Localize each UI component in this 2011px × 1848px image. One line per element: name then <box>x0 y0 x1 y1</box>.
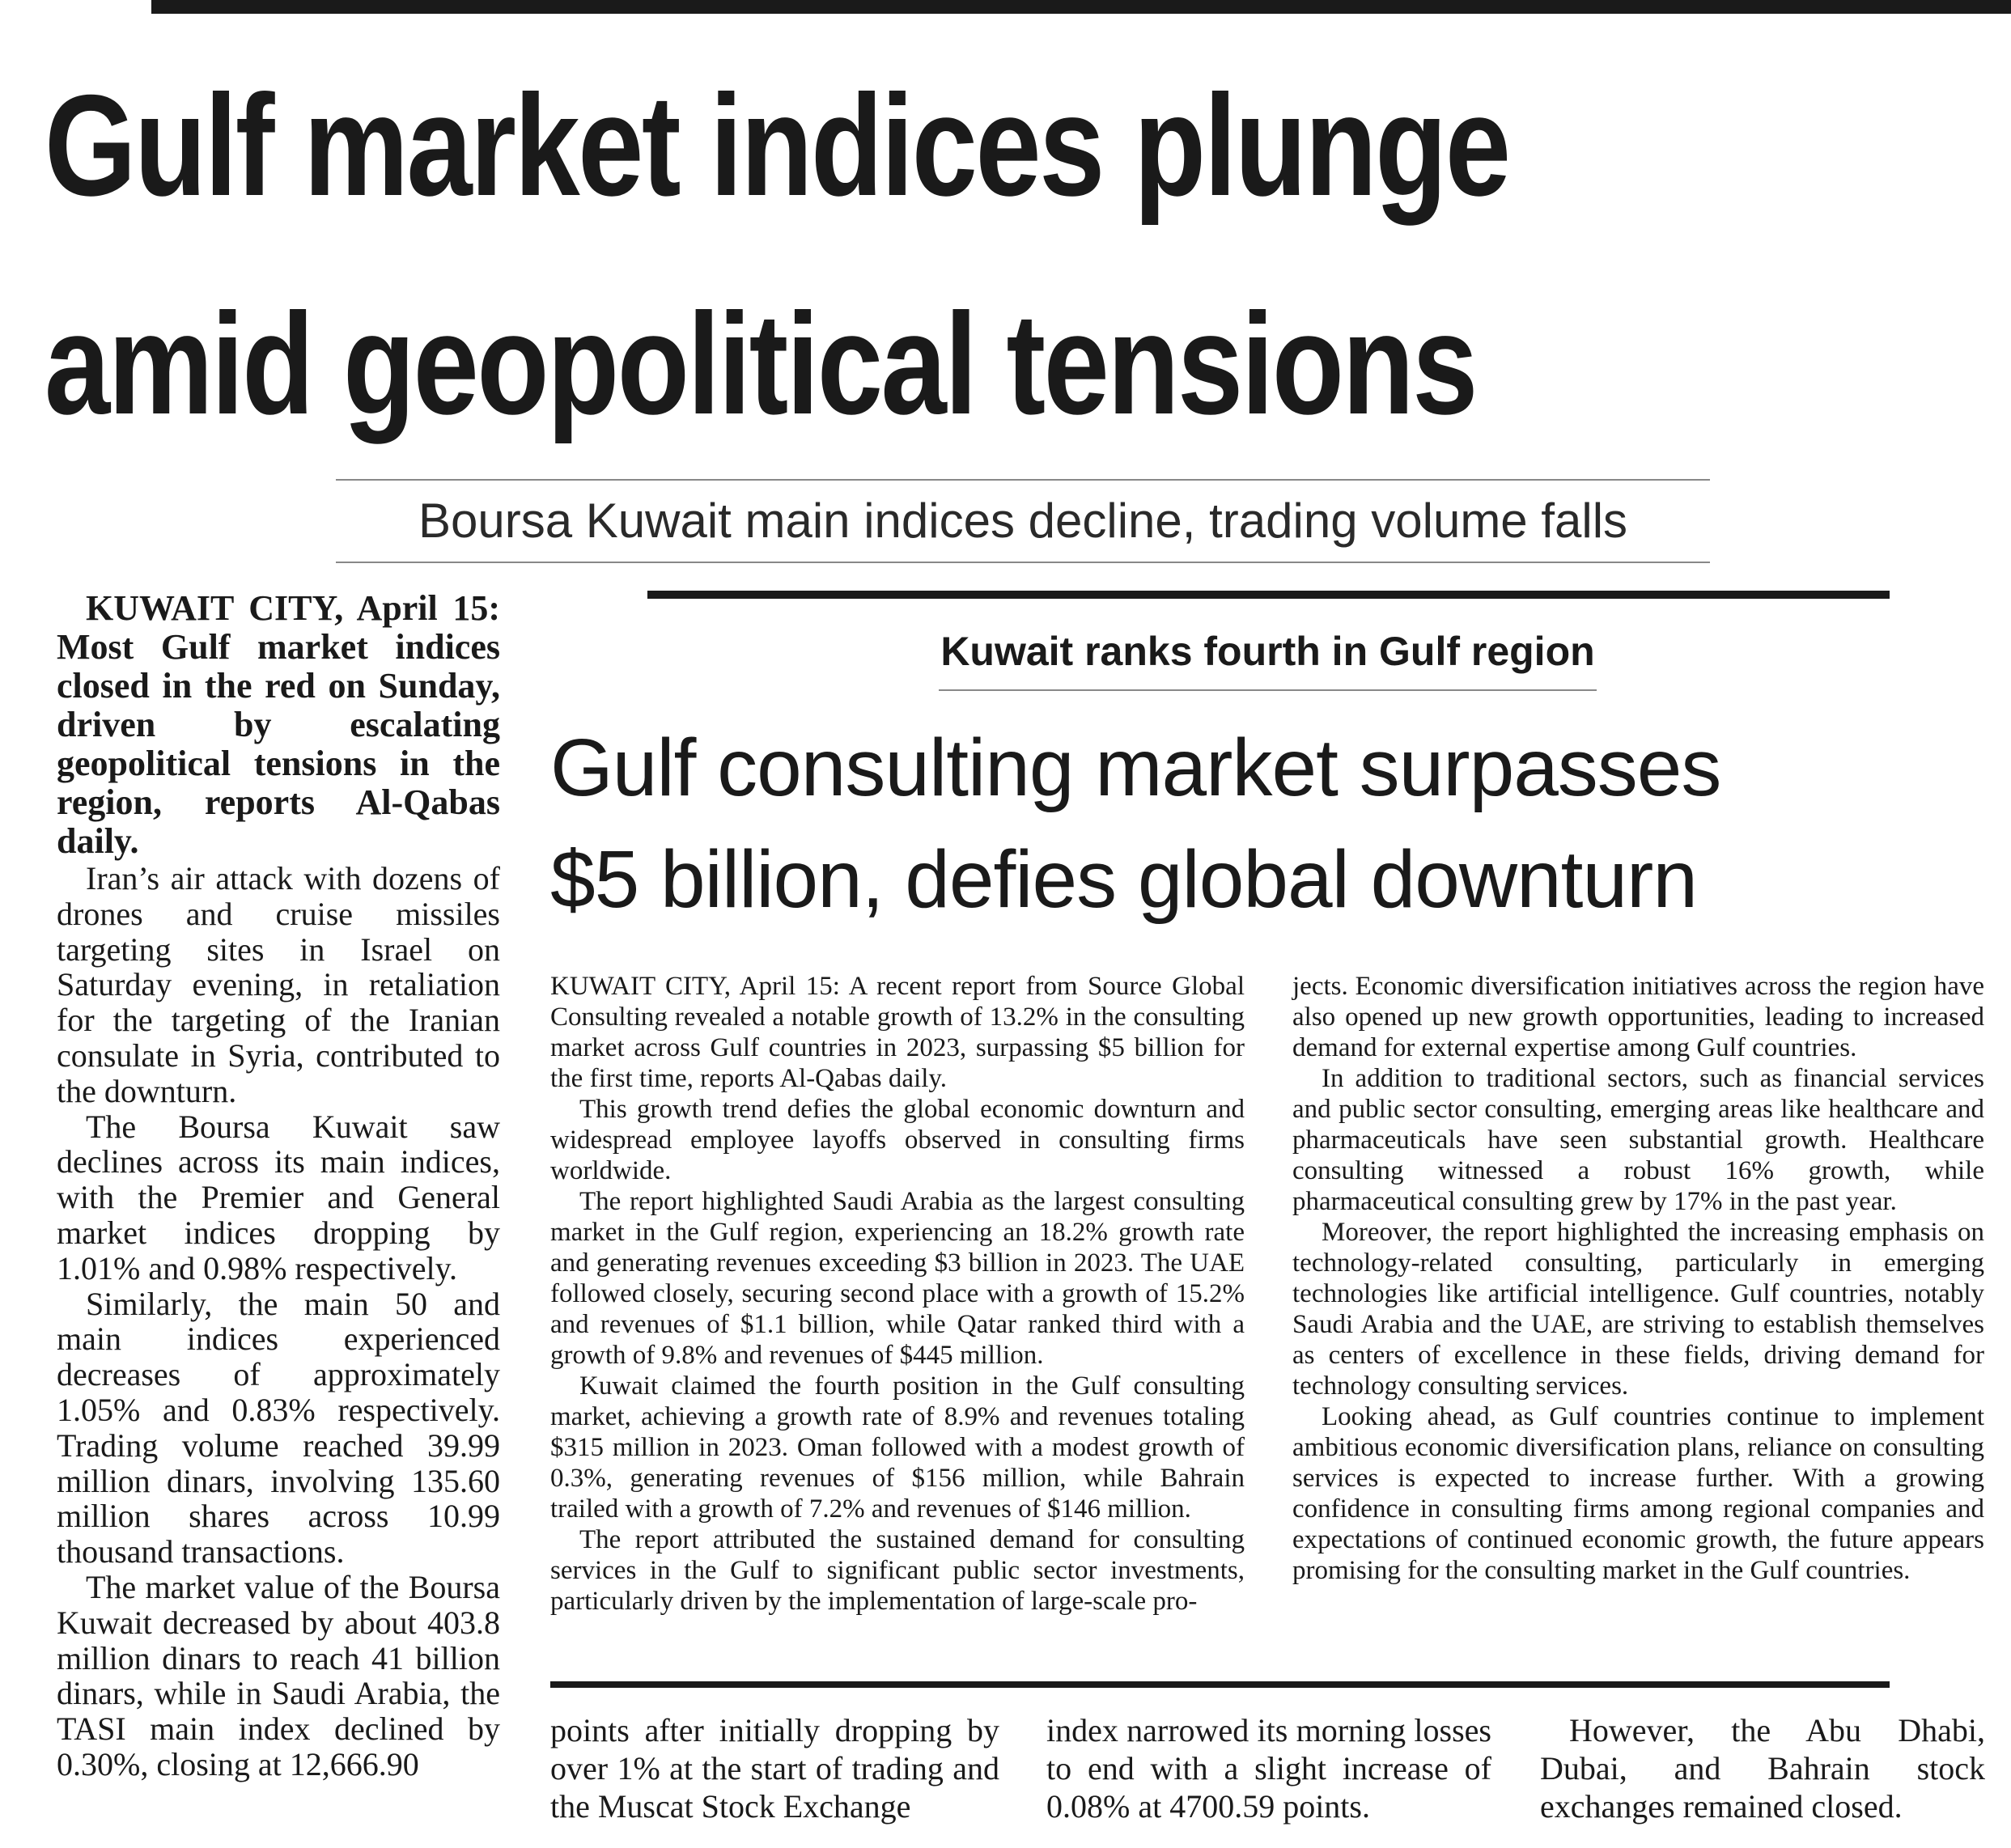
left-article-paragraph: The Boursa Kuwait saw declines across its main indices, with the Premier and General market indices dropping by 1.01% and 0.98% respectively. <box>57 1108 500 1286</box>
continuation-text: However, the Abu Dhabi, Dubai, and Bahrain stock exchanges remained closed. <box>1540 1712 1985 1825</box>
second-article-paragraph: The report attributed the sustained demand for consulting services in the Gulf to significant public sector investments, particularly driven by the implementation of large-scale pro- <box>550 1525 1245 1616</box>
second-article-kicker: Kuwait ranks fourth in Gulf region <box>939 623 1597 691</box>
left-article-paragraph: The market value of the Boursa Kuwait decreased by about 403.8 million dinars to reach 41 billion dinars, while in Saudi Arabia, the TASI main index declined by 0.30%, closing at 12,666.90 <box>57 1568 500 1782</box>
main-headline <box>45 36 1624 473</box>
left-article-continuation-1 <box>550 1711 999 1825</box>
continuation-text: index narrowed its morning losses to end with a slight increase of 0.08% at 4700.59 points. <box>1046 1712 1491 1825</box>
left-article-continuation-2 <box>1046 1711 1491 1825</box>
left-article-lead: KUWAIT CITY, April 15: Most Gulf market indices closed in the red on Sunday, driven by escalating geopolitical tensions in the region, reports Al-Qabas daily. <box>57 588 500 861</box>
second-article-paragraph: KUWAIT CITY, April 15: A recent report from Source Global Consulting revealed a notable growth of 13.2% in the consulting market across Gulf countries in 2023, surpassing $5 billion for the first time, reports Al-Qabas daily. <box>550 972 1245 1093</box>
second-article-paragraph: In addition to traditional sectors, such as financial services and public sector consulting, emerging areas like healthcare and pharmaceuticals have seen substantial growth. Healthcare consulting witnessed a robust 16% growth, while pharmaceutical consulting grew by 17% in the past year. <box>1292 1064 1984 1216</box>
second-article-column-1 <box>550 971 1245 1617</box>
second-article-top-rule <box>647 591 1890 599</box>
left-article-paragraph: Iran’s air attack with dozens of drones and cruise missiles targeting sites in Israel on Saturday evening, in retaliation for the targeting of the Iranian consulate in Syria, contributed to the downturn. <box>57 860 500 1109</box>
deck-subheadline: Boursa Kuwait main indices decline, trading volume falls <box>336 479 1710 563</box>
second-article-paragraph: The report highlighted Saudi Arabia as the largest consulting market in the Gulf region, experiencing an 18.2% growth rate and generating revenues exceeding $3 billion in 2023. The UAE followed closely, securing second place with a growth of 15.2% and revenues of $1.1 billion, while Qatar ranked third with a growth of 9.8% and revenues of $445 million. <box>550 1187 1245 1370</box>
second-article-paragraph: This growth trend defies the global economic downturn and widespread employee layoffs observed in consulting firms worldwide. <box>550 1095 1245 1185</box>
second-article-paragraph: jects. Economic diversification initiatives across the region have also opened up new growth opportunities, leading to increased demand for external expertise among Gulf countries. <box>1292 972 1984 1062</box>
second-article-column-2 <box>1292 971 1984 1586</box>
continuation-text: points after initially dropping by over 1% at the start of trading and the Muscat Stock Exchange <box>550 1712 999 1825</box>
second-article-bottom-rule <box>550 1681 1890 1688</box>
second-article-headline-line-1: Gulf consulting market surpasses <box>550 723 1721 813</box>
second-article-paragraph: Looking ahead, as Gulf countries continue to implement ambitious economic diversification plans, reliance on consulting services is expected to increase further. With a growing confidence in consulting firms among regional companies and expectations of continued economic growth, the future appears promising for the consulting market in the Gulf countries. <box>1292 1402 1984 1585</box>
second-article-headline <box>550 712 2007 935</box>
left-article-continuation-3 <box>1540 1711 1985 1825</box>
left-article-paragraph: Similarly, the main 50 and main indices experienced decreases of approximately 1.05% and 0.83% respectively. Trading volume reached 39.99 million dinars, involving 135.60 million shares across 10.99 thousand transactions. <box>57 1285 500 1570</box>
main-headline-line-1: Gulf market indices plunge <box>45 65 1509 226</box>
second-article-headline-line-2: $5 billion, defies global downturn <box>550 834 1697 925</box>
second-article-paragraph: Kuwait claimed the fourth position in the Gulf consulting market, achieving a growth rate of 8.9% and revenues totaling $315 million in 2023. Oman followed with a modest growth of 0.3%, generating revenues of $156 million, while Bahrain trailed with a growth of 7.2% and revenues of $146 million. <box>550 1371 1245 1524</box>
left-article-column <box>57 589 500 1782</box>
second-article-paragraph: Moreover, the report highlighted the increasing emphasis on technology-related consulting, particularly in emerging technologies like artificial intelligence. Gulf countries, notably Saudi Arabia and the UAE, are striving to establish themselves as centers of excellence in these fields, driving demand for technology consulting services. <box>1292 1218 1984 1401</box>
top-rule <box>151 0 2011 14</box>
main-headline-line-2: amid geopolitical tensions <box>45 283 1476 444</box>
